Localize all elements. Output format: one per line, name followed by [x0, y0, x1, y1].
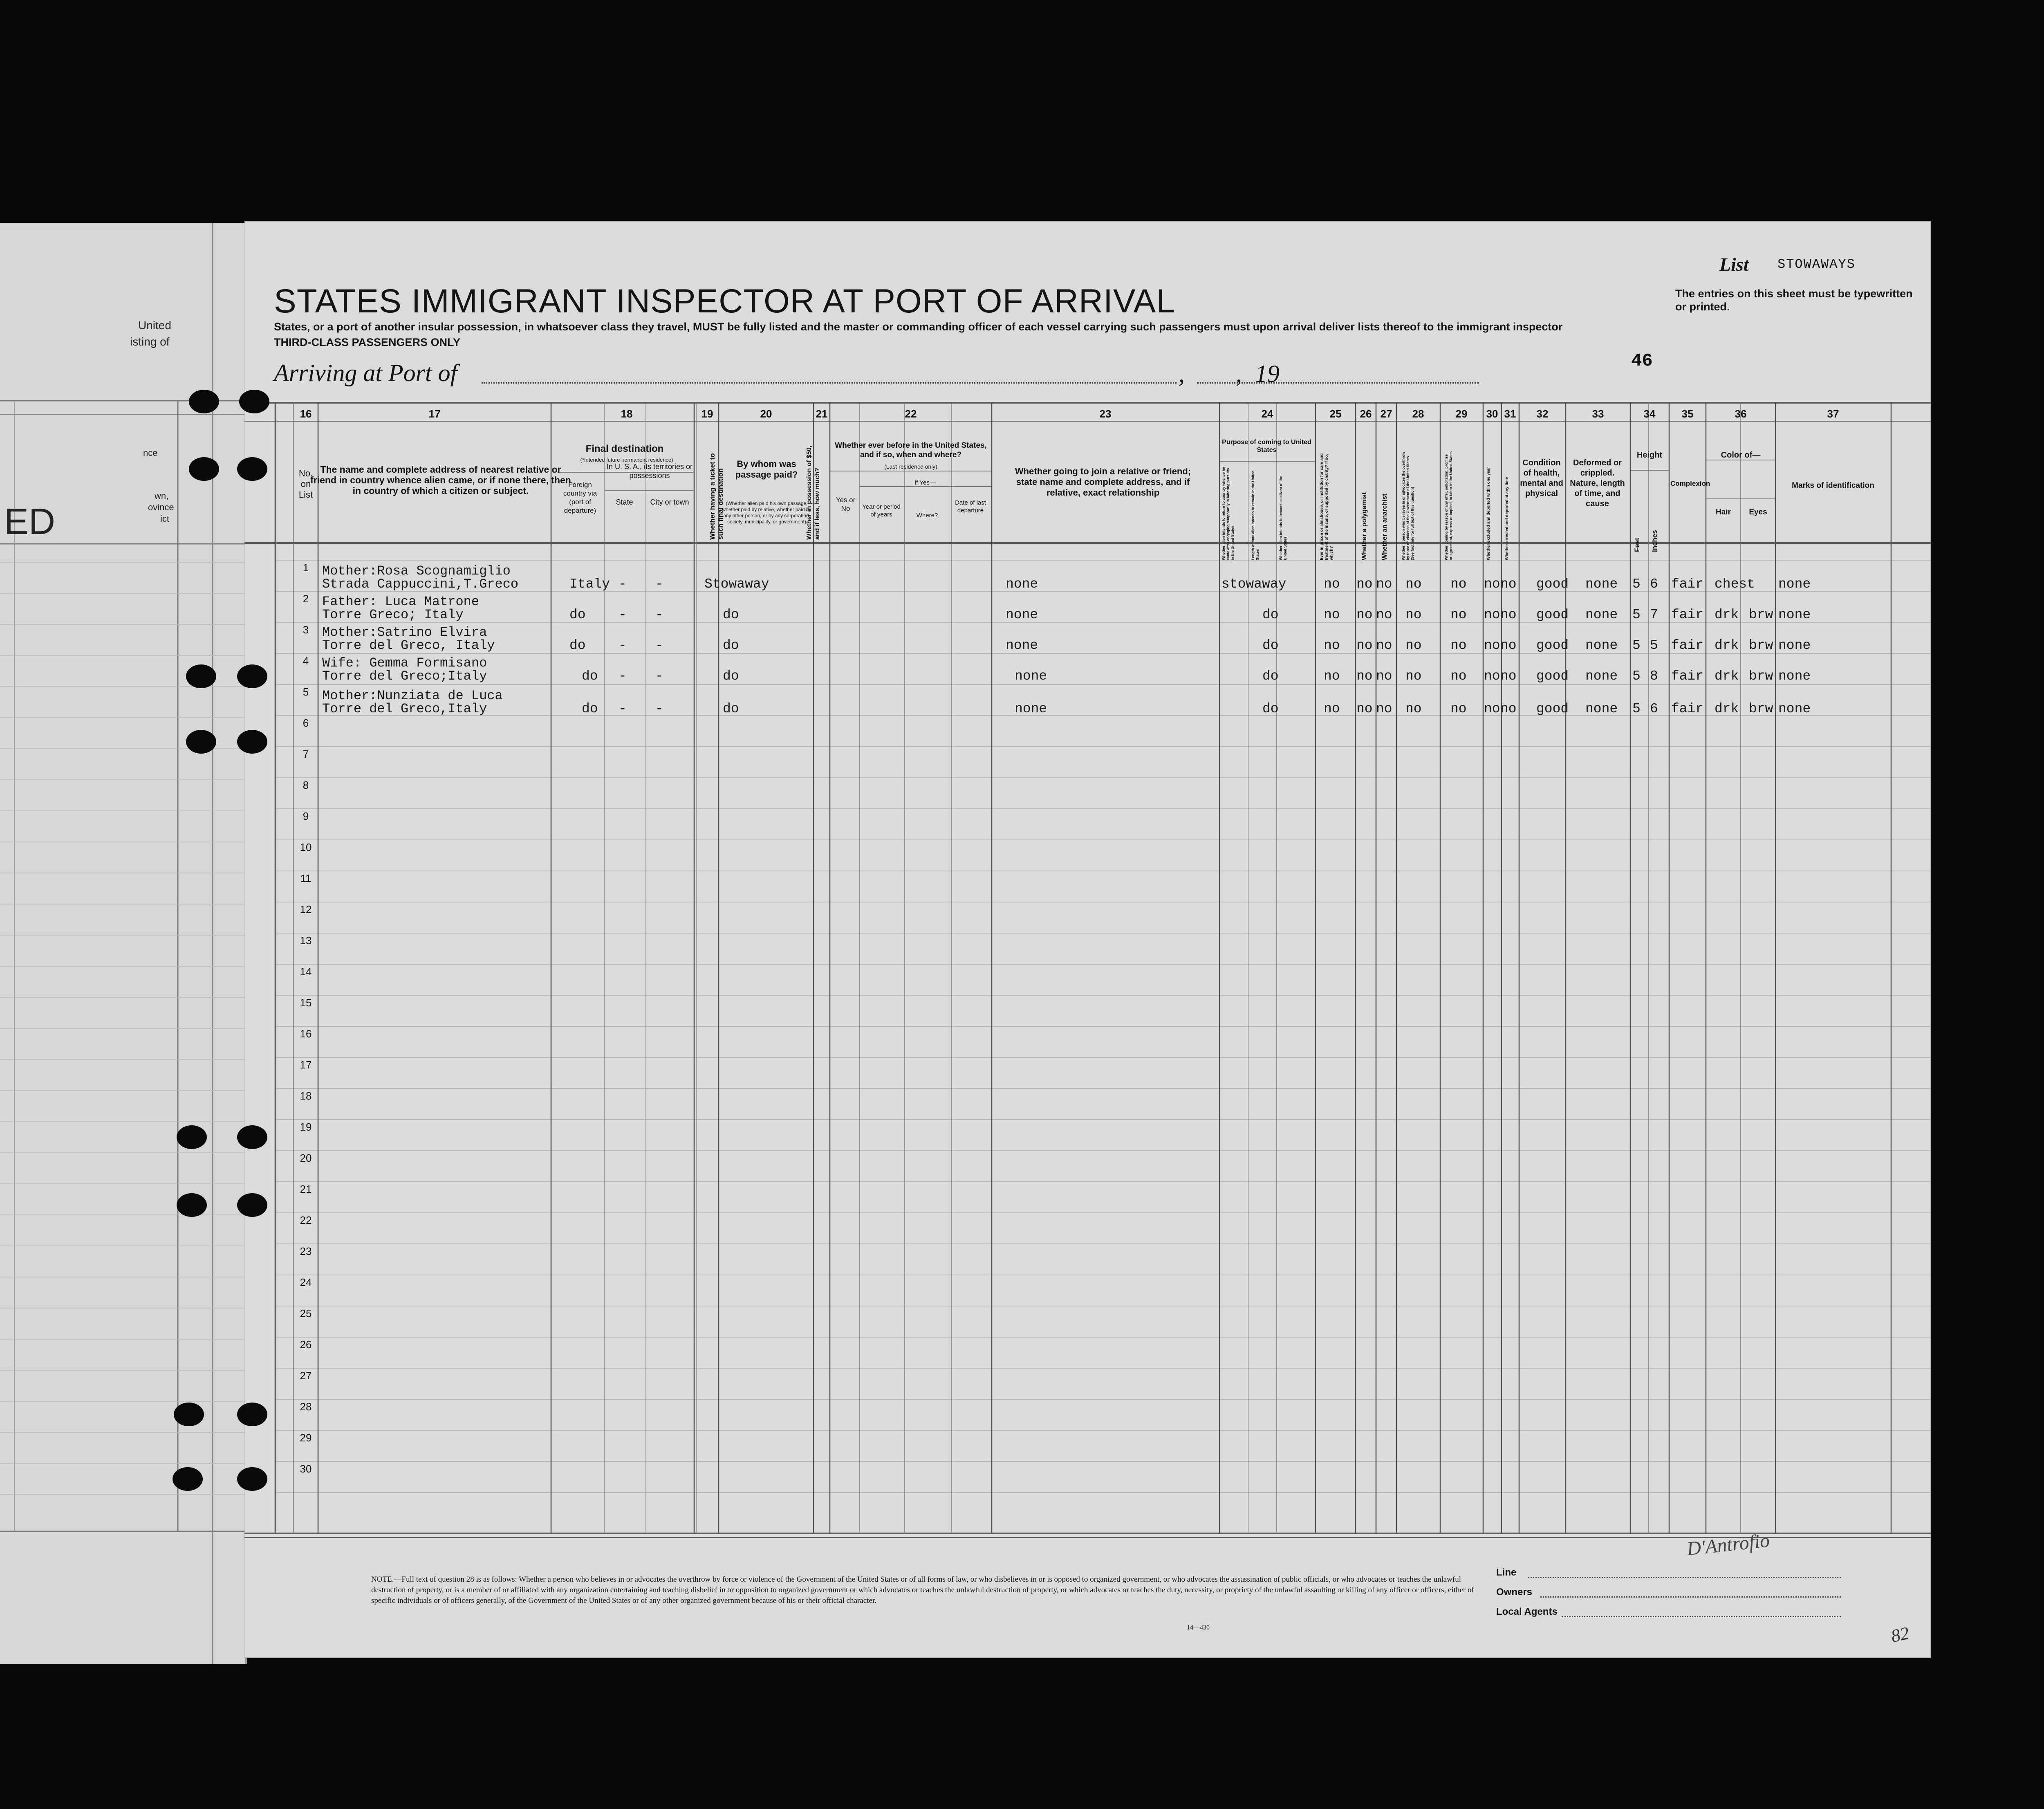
hair-color: chest [1715, 577, 1755, 592]
header-excluded: Whether excluded and deported within one year [1486, 467, 1491, 560]
destination-state: - [619, 638, 627, 653]
footer-line-label: Line [1496, 1567, 1517, 1578]
binder-hole [237, 664, 267, 688]
previous-page-text-2: isting of [130, 335, 170, 348]
table-grid-lines [244, 221, 1931, 1658]
polygamist-answer: no [1356, 577, 1373, 592]
purpose-of-coming: do [1262, 638, 1279, 653]
polygamist-answer: no [1356, 701, 1373, 716]
destination-city: - [655, 701, 663, 716]
deformed-answer: none [1585, 607, 1618, 622]
excluded-answer: no [1484, 607, 1500, 622]
health-condition: good [1536, 607, 1569, 622]
column-number: 23 [1099, 408, 1112, 420]
header-anarchist: Whether an anarchist [1381, 494, 1388, 560]
header-in-usa: In U. S. A., its territories or possessions [606, 462, 693, 480]
row-number: 16 [300, 1028, 312, 1040]
passage-paid-by: do [723, 669, 739, 684]
header-prison: Ever in prison or almshouse, or institution for care and treatment of the insane, or supported by charity? If so, which? [1320, 453, 1334, 560]
header-where: Where? [916, 512, 938, 519]
height-inches: 6 [1650, 577, 1658, 592]
class-line: THIRD-CLASS PASSENGERS ONLY [274, 336, 461, 348]
header-fifty-dollars: Whether in possession of $50, and if less, how much? [806, 445, 821, 540]
binder-hole [237, 730, 267, 754]
column-number: 25 [1329, 408, 1342, 420]
height-feet: 5 [1632, 577, 1641, 592]
health-condition: good [1536, 669, 1569, 684]
binder-hole [186, 730, 216, 754]
prison-answer: no [1324, 638, 1340, 653]
form-number: 14—430 [1187, 1624, 1210, 1631]
row-number: 24 [300, 1276, 312, 1288]
purpose-of-coming: do [1262, 607, 1279, 622]
header-health: Condition of health, mental and physical [1520, 458, 1563, 498]
year-suffix: 46 [1631, 351, 1653, 371]
header-date-last-departure: Date of last departure [955, 499, 986, 514]
relative-address: Strada Cappuccini,T.Greco [322, 577, 519, 592]
join-relative: none [1015, 701, 1047, 716]
header-purpose-length: Length of time alien intends to remain in the United States [1251, 470, 1260, 560]
complexion-value: fair [1671, 607, 1704, 622]
column-number: 37 [1827, 408, 1839, 420]
binder-hole [237, 457, 267, 481]
previous-page-col-text-1: nce [143, 448, 158, 458]
row-number: 3 [303, 624, 309, 636]
passage-paid-by: do [723, 607, 739, 622]
destination-city: - [655, 669, 663, 684]
row-number: 10 [300, 841, 312, 853]
row-number: 28 [300, 1401, 312, 1413]
overthrow-answer: no [1405, 638, 1422, 653]
header-feet: Feet [1633, 538, 1641, 552]
header-final-destination-sub: (*Intended future permanent residence) [580, 457, 673, 463]
eye-color: brw [1749, 607, 1773, 622]
relative-name: Mother:Satrino Elvira [322, 625, 487, 640]
relative-name: Mother:Rosa Scognamiglio [322, 563, 511, 579]
binder-hole [189, 390, 219, 413]
destination-city: - [655, 607, 663, 622]
row-number: 2 [303, 593, 309, 605]
list-label: List [1719, 254, 1749, 275]
header-ticket: Whether having a ticket to such final destination [708, 453, 724, 540]
row-number: 20 [300, 1152, 312, 1164]
manifest-sheet [244, 221, 1931, 1658]
header-ever-before-sub: (Last residence only) [884, 463, 937, 470]
column-number: 20 [760, 408, 772, 420]
column-number: 34 [1643, 408, 1656, 420]
marks-identification: none [1778, 607, 1811, 622]
join-relative: none [1006, 577, 1038, 592]
date-comma: , [1236, 360, 1242, 387]
relative-address: Torre Greco; Italy [322, 607, 464, 622]
excluded-answer: no [1484, 638, 1500, 653]
header-purpose-citizen: Whether alien intends to become a citizen of the United States [1279, 476, 1287, 560]
passage-paid-by: Stowaway [704, 577, 769, 592]
excluded-answer: no [1484, 701, 1500, 716]
row-number: 1 [303, 561, 309, 574]
column-number: 26 [1360, 408, 1372, 420]
health-condition: good [1536, 638, 1569, 653]
row-number: 6 [303, 717, 309, 729]
binder-hole [237, 1403, 267, 1426]
column-number: 27 [1380, 408, 1392, 420]
eye-color: brw [1749, 701, 1773, 716]
hair-color: drk [1715, 638, 1739, 653]
header-purpose: Purpose of coming to United States [1222, 439, 1311, 453]
footer-owners-blank [1540, 1596, 1841, 1598]
row-number: 26 [300, 1338, 312, 1351]
relative-address: Torre del Greco, Italy [322, 638, 495, 653]
relative-name: Mother:Nunziata de Luca [322, 688, 503, 703]
header-inches: Inches [1651, 530, 1659, 552]
header-hair: Hair [1716, 508, 1731, 516]
binder-hole [239, 390, 269, 413]
binder-hole [189, 457, 219, 481]
binder-hole [173, 1467, 203, 1491]
marks-identification: none [1778, 701, 1811, 716]
height-feet: 5 [1632, 701, 1641, 716]
header-passage-paid: By whom was passage paid? [735, 459, 798, 480]
binder-hole [186, 664, 216, 688]
height-inches: 8 [1650, 669, 1658, 684]
complexion-value: fair [1671, 669, 1704, 684]
column-number: 31 [1504, 408, 1516, 420]
destination-state: - [619, 701, 627, 716]
column-number: 24 [1261, 408, 1273, 420]
header-nearest-relative: The name and complete address of nearest relative or friend in country whence alien came, or if none there, then in country of which a citizen or subject. [310, 464, 571, 496]
height-feet: 5 [1632, 669, 1641, 684]
row-number: 30 [300, 1463, 312, 1475]
column-number: 33 [1592, 408, 1604, 420]
header-color-of: Color of— [1721, 451, 1761, 460]
anarchist-answer: no [1376, 669, 1392, 684]
row-number: 9 [303, 810, 309, 822]
footer-line-blank [1528, 1577, 1841, 1578]
height-inches: 6 [1650, 701, 1658, 716]
overthrow-answer: no [1405, 607, 1422, 622]
previous-page-fragment [0, 223, 247, 1664]
height-inches: 7 [1650, 607, 1658, 622]
footer-owners-label: Owners [1496, 1587, 1533, 1598]
arriving-label: Arriving at Port of [274, 359, 457, 386]
header-ever-before-in-us: Whether ever before in the United States, and if so, when and where? [835, 441, 987, 459]
row-number: 5 [303, 686, 309, 698]
row-number: 7 [303, 748, 309, 760]
join-relative: none [1006, 607, 1038, 622]
complexion-value: fair [1671, 577, 1704, 592]
hair-color: drk [1715, 701, 1739, 716]
column-number: 19 [701, 408, 713, 420]
purpose-of-coming: stowaway [1221, 577, 1286, 592]
arrested-answer: no [1500, 577, 1517, 592]
deformed-answer: none [1585, 577, 1618, 592]
port-comma: , [1179, 360, 1185, 387]
destination-state: - [619, 669, 627, 684]
signature: D'Antrofio [1685, 1529, 1771, 1560]
header-year-period: Year or period of years [862, 503, 901, 518]
column-number: 21 [816, 408, 828, 420]
marks-identification: none [1778, 638, 1811, 653]
relative-name: Father: Luca Matrone [322, 594, 480, 609]
height-inches: 5 [1650, 638, 1658, 653]
header-if-yes: If Yes— [914, 479, 936, 486]
relative-address: Torre del Greco,Italy [322, 701, 487, 716]
health-condition: good [1536, 701, 1569, 716]
header-offer: Whether coming by reason of any offer, solicitation, promise or agreement, express or implied, to labor in the United States [1444, 451, 1453, 560]
column-number: 35 [1681, 408, 1694, 420]
binder-hole [237, 1467, 267, 1491]
binder-hole [237, 1125, 267, 1149]
header-eyes: Eyes [1749, 508, 1767, 516]
arrested-answer: no [1500, 669, 1517, 684]
overthrow-answer: no [1405, 577, 1422, 592]
polygamist-answer: no [1356, 607, 1373, 622]
deformed-answer: none [1585, 638, 1618, 653]
passage-paid-by: do [723, 638, 739, 653]
column-number: 29 [1455, 408, 1468, 420]
row-number: 21 [300, 1183, 312, 1195]
eye-color: brw [1749, 669, 1773, 684]
prison-answer: no [1324, 669, 1340, 684]
header-purpose-return: Whether alien intends to return to country whence he came after engaging temporarily in laboring pursuits in the United States [1221, 467, 1235, 560]
row-number: 17 [300, 1059, 312, 1071]
health-condition: good [1536, 577, 1569, 592]
height-feet: 5 [1632, 607, 1641, 622]
binder-hole [177, 1125, 207, 1149]
foreign-country: Italy [569, 577, 610, 592]
previous-page-col-text-4: ict [160, 514, 169, 524]
overthrow-answer: no [1405, 669, 1422, 684]
foreign-country: do [582, 669, 598, 684]
foreign-country: do [582, 701, 598, 716]
complexion-value: fair [1671, 701, 1704, 716]
binder-hole [177, 1193, 207, 1217]
row-number: 4 [303, 655, 309, 667]
foreign-country: do [569, 638, 586, 653]
destination-state: - [619, 577, 627, 592]
offer-answer: no [1450, 669, 1467, 684]
row-number: 13 [300, 934, 312, 947]
entries-instruction: The entries on this sheet must be typewritten or printed. [1675, 287, 1913, 313]
port-blank [482, 382, 1177, 384]
row-number: 29 [300, 1432, 312, 1444]
arrested-answer: no [1500, 638, 1517, 653]
list-value: STOWAWAYS [1777, 257, 1856, 272]
destination-city: - [655, 638, 663, 653]
header-yes-no: Yes or No [836, 496, 856, 512]
header-deformed: Deformed or crippled. Nature, length of time, and cause [1570, 458, 1625, 508]
prison-answer: no [1324, 701, 1340, 716]
previous-page-col-text-3: ovince [148, 502, 174, 512]
purpose-of-coming: do [1262, 669, 1279, 684]
row-number: 11 [300, 872, 312, 884]
deformed-answer: none [1585, 701, 1618, 716]
anarchist-answer: no [1376, 701, 1392, 716]
destination-city: - [655, 577, 663, 592]
column-number: 16 [300, 408, 312, 420]
complexion-value: fair [1671, 638, 1704, 653]
column-number: 36 [1735, 408, 1747, 420]
header-marks-identification: Marks of identification [1792, 481, 1874, 490]
previous-page-col-text-2: wn, [155, 491, 169, 501]
row-number: 22 [300, 1214, 312, 1226]
marks-identification: none [1778, 669, 1811, 684]
join-relative: none [1015, 669, 1047, 684]
excluded-answer: no [1484, 669, 1500, 684]
previous-page-grid [0, 223, 245, 1664]
column-number: 17 [428, 408, 441, 420]
prison-answer: no [1324, 607, 1340, 622]
purpose-of-coming: do [1262, 701, 1279, 716]
header-join-relative: Whether going to join a relative or friend; state name and complete address, and if relative, exact relationship [1015, 466, 1191, 498]
prison-answer: no [1324, 577, 1340, 592]
foreign-country: do [569, 607, 586, 622]
header-arrested: Whether arrested and deported at any time [1505, 477, 1509, 560]
relative-address: Torre del Greco;Italy [322, 669, 487, 684]
binder-hole [237, 1193, 267, 1217]
header-city: City or town [650, 498, 689, 506]
column-number: 18 [621, 408, 633, 420]
row-number: 18 [300, 1090, 312, 1102]
previous-page-title-fragment: ED [4, 501, 56, 542]
row-number: 15 [300, 997, 312, 1009]
header-passage-paid-sub: (Whether alien paid his own passage, whether paid by relative, whether paid by any other person, or by any corporation, society, municipality, or government) [722, 501, 811, 525]
row-number: 14 [300, 965, 312, 978]
excluded-answer: no [1484, 577, 1500, 592]
polygamist-answer: no [1356, 638, 1373, 653]
anarchist-answer: no [1376, 577, 1392, 592]
overthrow-answer: no [1405, 701, 1422, 716]
anarchist-answer: no [1376, 638, 1392, 653]
offer-answer: no [1450, 607, 1467, 622]
year-prefix: 19 [1255, 360, 1280, 387]
header-state: State [616, 498, 633, 506]
polygamist-answer: no [1356, 669, 1373, 684]
header-no-on-list: No. on List [298, 468, 313, 500]
footnote-question-28: NOTE.—Full text of question 28 is as follows: Whether a person who believes in or advocates the overthrow by force or violence of the Government of the United States or of all forms of law, or who disbelieves in or is opposed to organized government, or who advocates the assassination of public officials, or who advocates or teaches the unlawful destruction of property, or is a member of or affiliated with any organization entertaining and teaching disbelief in or opposition to organized government or which advocates or teaches the unlawful destruction of property, or which advocates or teaches the duty, necessity, or propriety of the unlawful assaulting or killing of any officer or officers, either of specific individuals or of officers generally, of the Government of the United States or of any other organized government because of his or their official character. [371, 1575, 1474, 1605]
header-foreign-country: Foreign country via (port of departure) [563, 481, 597, 514]
eye-color: brw [1749, 638, 1773, 653]
column-number: 30 [1486, 408, 1498, 420]
hair-color: drk [1715, 607, 1739, 622]
header-complexion: Complexion [1670, 480, 1710, 487]
header-final-destination: Final destination [585, 443, 664, 454]
page-title: STATES IMMIGRANT INSPECTOR AT PORT OF ARRIVAL [274, 283, 1175, 320]
offer-answer: no [1450, 577, 1467, 592]
arrested-answer: no [1500, 701, 1517, 716]
offer-answer: no [1450, 638, 1467, 653]
row-number: 8 [303, 779, 309, 791]
arrested-answer: no [1500, 607, 1517, 622]
height-feet: 5 [1632, 638, 1641, 653]
row-number: 23 [300, 1245, 312, 1257]
header-polygamist: Whether a polygamist [1361, 492, 1368, 560]
page-subtitle: States, or a port of another insular possession, in whatsoever class they travel, MUST be fully listed and the master or commanding officer of each vessel carrying such passengers must upon arrival deliver lists thereof to the immigrant inspector [274, 321, 1563, 333]
footer-agents-label: Local Agents [1496, 1606, 1558, 1617]
relative-name: Wife: Gemma Formisano [322, 655, 487, 671]
column-number: 22 [905, 408, 917, 420]
binder-hole [174, 1403, 204, 1426]
footer-agents-blank [1562, 1616, 1841, 1617]
previous-page-text-1: United [138, 319, 171, 332]
header-overthrow: Whether a person who believes in or advocates the overthrow by force or violence of the Government of the United States (See footnote for full text of this question) [1401, 451, 1414, 560]
column-number: 32 [1536, 408, 1549, 420]
hair-color: drk [1715, 669, 1739, 684]
row-number: 19 [300, 1121, 312, 1133]
passage-paid-by: do [723, 701, 739, 716]
row-number: 27 [300, 1369, 312, 1382]
page-mark: 82 [1889, 1623, 1911, 1647]
marks-identification: none [1778, 577, 1811, 592]
header-height: Height [1636, 451, 1663, 460]
deformed-answer: none [1585, 669, 1618, 684]
offer-answer: no [1450, 701, 1467, 716]
column-number: 28 [1412, 408, 1424, 420]
destination-state: - [619, 607, 627, 622]
join-relative: none [1006, 638, 1038, 653]
row-number: 12 [300, 903, 312, 916]
row-number: 25 [300, 1307, 312, 1320]
anarchist-answer: no [1376, 607, 1392, 622]
